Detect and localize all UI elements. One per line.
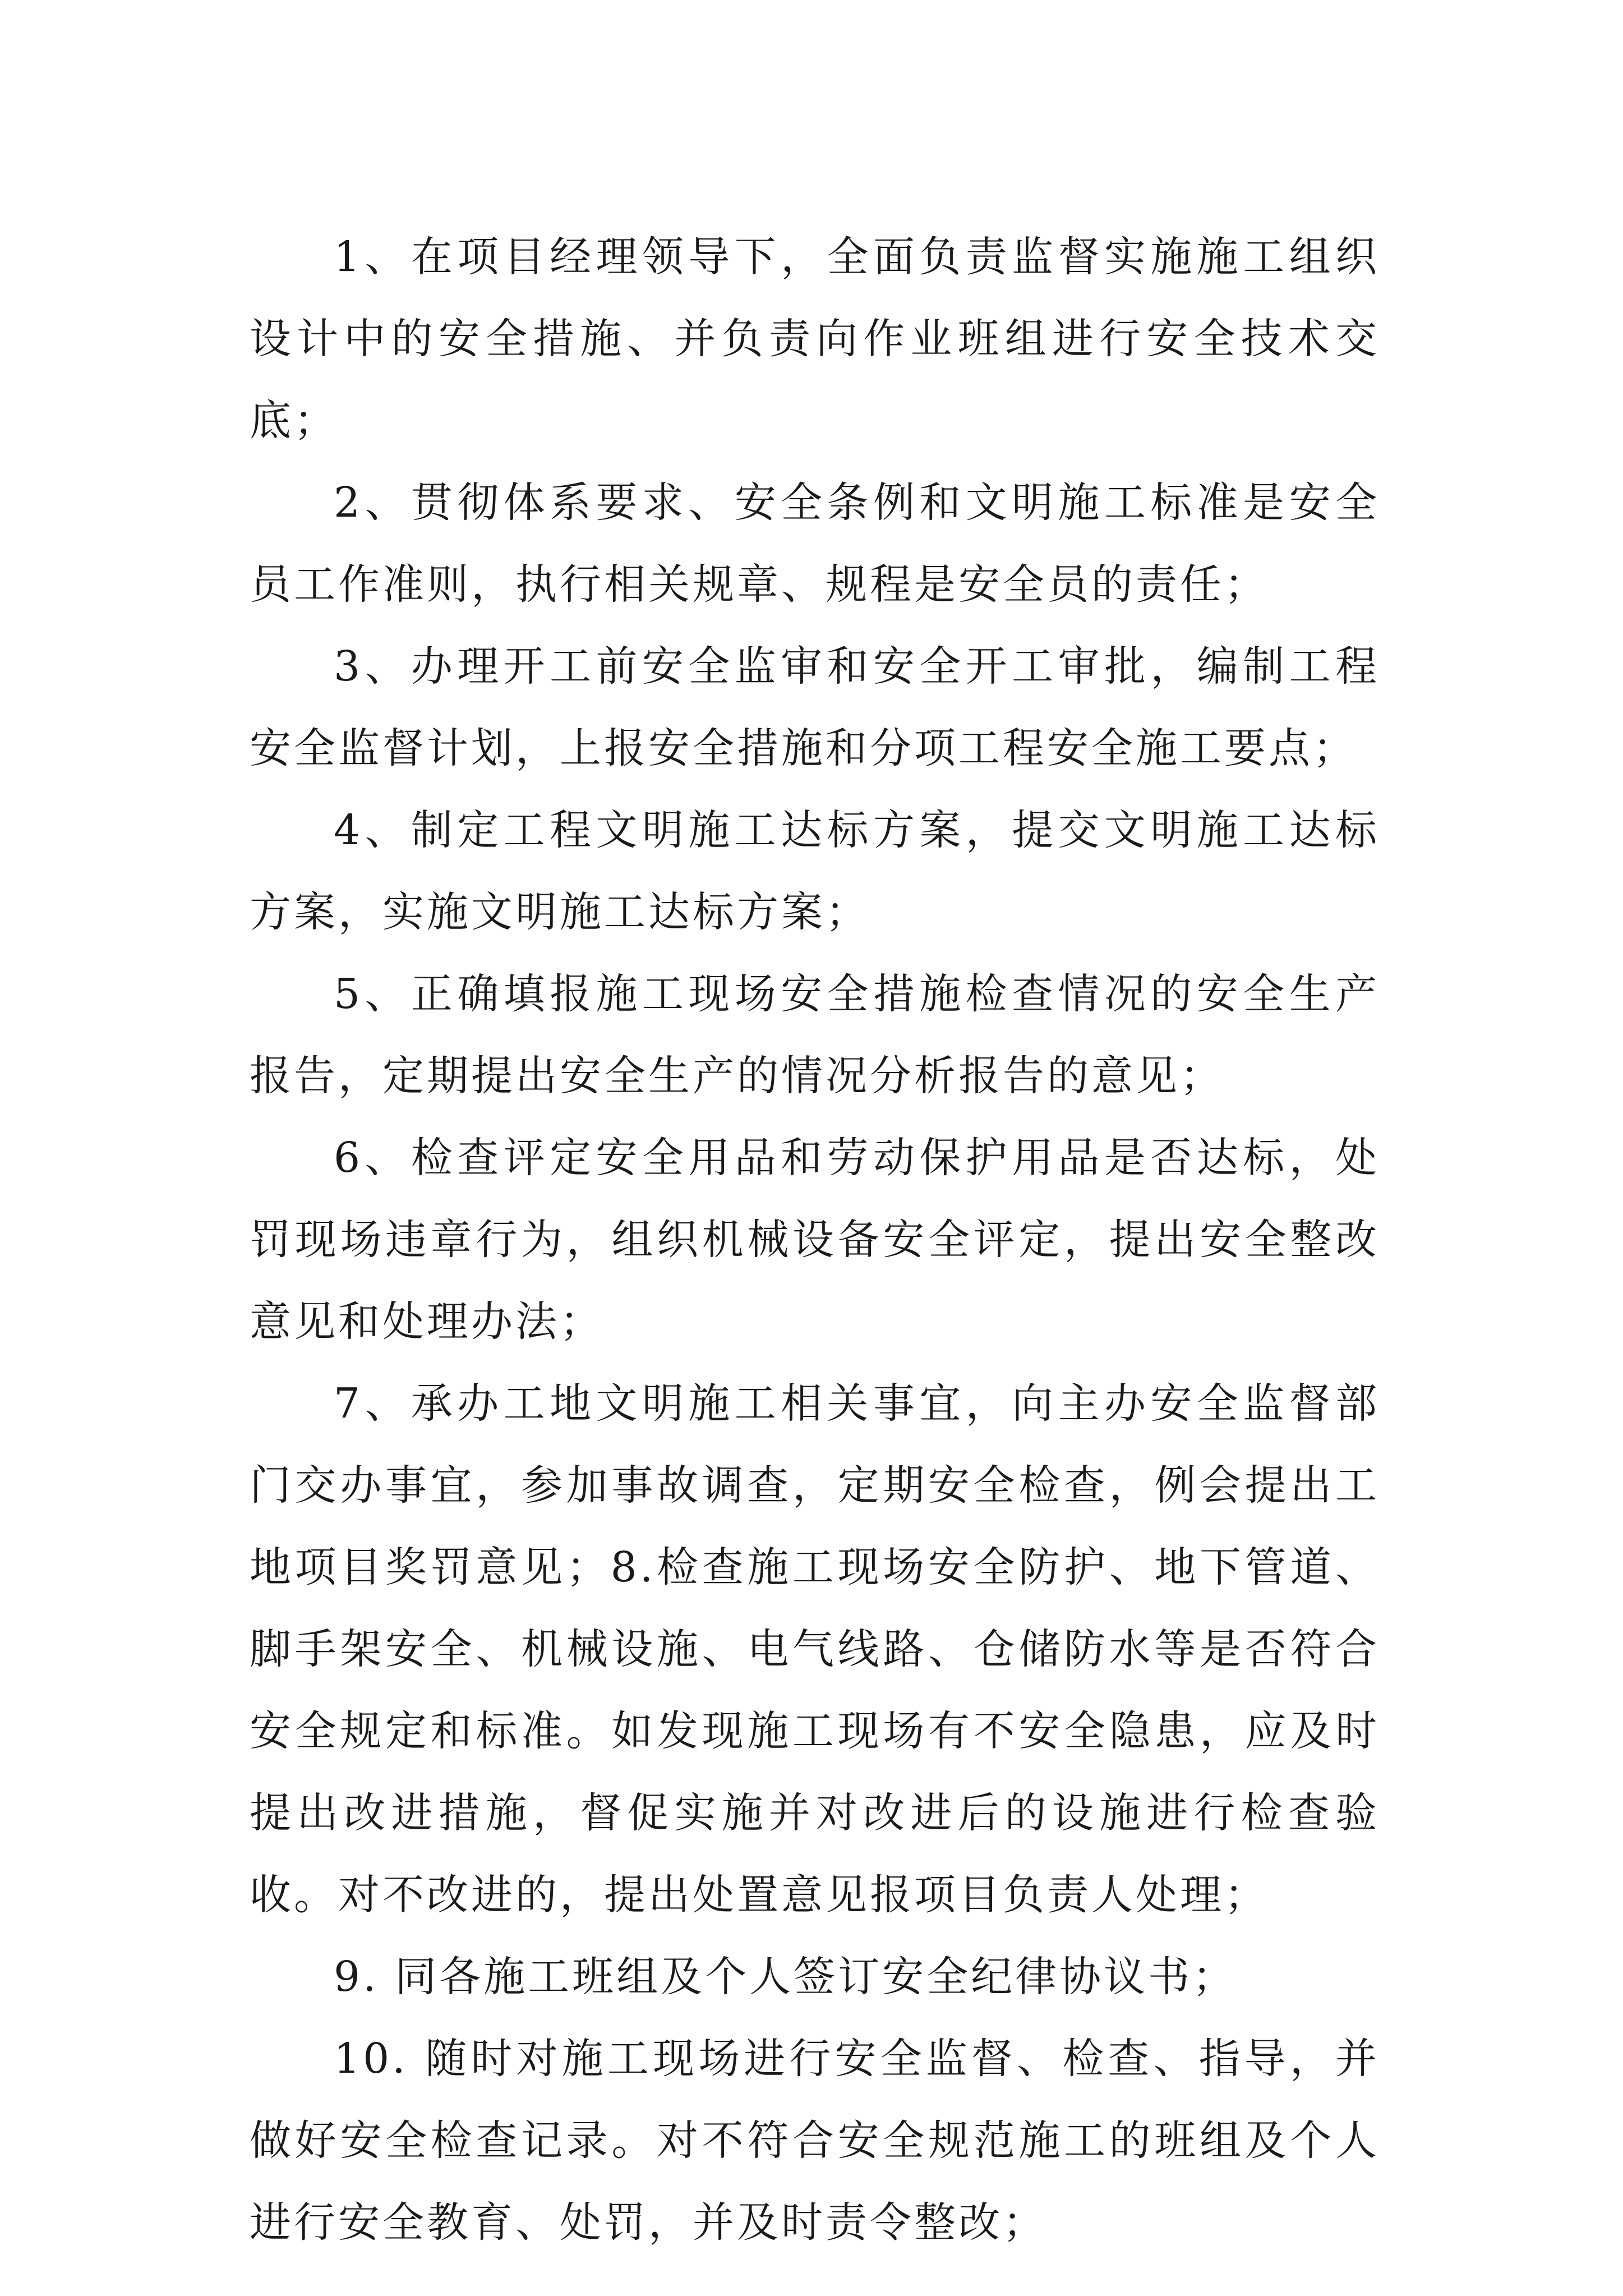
paragraph-2: 2、贯彻体系要求、安全条例和文明施工标准是安全员工作准则，执行相关规章、规程是安全员的责任； [250, 478, 1380, 609]
document-body [250, 216, 1380, 2263]
paragraph-4: 4、制定工程文明施工达标方案，提交文明施工达标方案，实施文明施工达标方案； [250, 806, 1380, 936]
paragraph-1: 1、在项目经理领导下，全面负责监督实施施工组织设计中的安全措施、并负责向作业班组进行安全技术交底； [250, 233, 1380, 445]
paragraph-5: 5、正确填报施工现场安全措施检查情况的安全生产报告，定期提出安全生产的情况分析报告的意见； [250, 970, 1380, 1100]
paragraph-10: 10. 随时对施工现场进行安全监督、检查、指导，并做好安全检查记录。对不符合安全规范施工的班组及个人进行安全教育、处罚，并及时责令整改； [250, 2035, 1380, 2247]
paragraph-9: 9. 同各施工班组及个人签订安全纪律协议书； [334, 1953, 1237, 2001]
paragraph-3: 3、办理开工前安全监审和安全开工审批，编制工程安全监督计划，上报安全措施和分项工程安全施工要点； [250, 642, 1380, 772]
paragraph-6: 6、检查评定安全用品和劳动保护用品是否达标，处罚现场违章行为，组织机械设备安全评定，提出安全整改意见和处理办法； [250, 1134, 1380, 1346]
paragraph-7: 7、承办工地文明施工相关事宜，向主办安全监督部门交办事宜，参加事故调查，定期安全检查，例会提出工地项目奖罚意见；8.检查施工现场安全防护、地下管道、脚手架安全、机械设施、电气线路、仓储防水等是否符合安全规定和标准。如发现施工现场有不安全隐患，应及时提出改进措施，督促实施并对改进后的设施进行检查验收。对不改进的，提出处置意见报项目负责人处理； [250, 1379, 1380, 1919]
